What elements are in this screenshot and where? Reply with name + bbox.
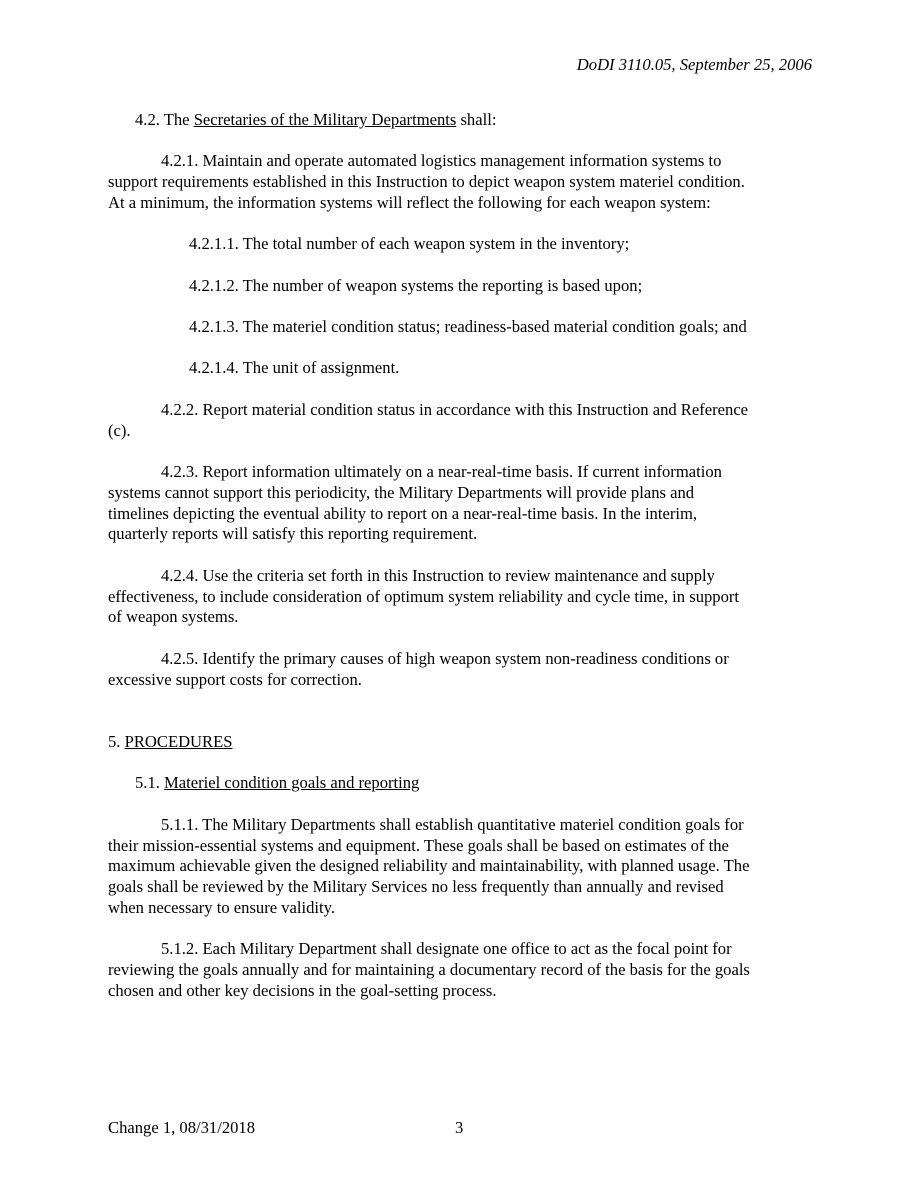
paragraph-line: 4.2.4. Use the criteria set forth in this Instruction to review maintenance and supply xyxy=(161,566,715,585)
document-reference: DoDI 3110.05, September 25, 2006 xyxy=(576,55,812,74)
paragraph-line: goals shall be reviewed by the Military Services no less frequently than annually and revised xyxy=(108,877,724,896)
list-item: 4.2.1.2. The number of weapon systems the reporting is based upon; xyxy=(189,276,643,295)
paragraph-line: when necessary to ensure validity. xyxy=(108,898,336,917)
paragraph-line: support requirements established in this Instruction to depict weapon system materiel condition. xyxy=(108,172,745,191)
subsection-title: Materiel condition goals and reporting xyxy=(164,773,420,792)
paragraph-line: 4.2.3. Report information ultimately on a near-real-time basis. If current information xyxy=(161,462,722,481)
list-item: 4.2.1.1. The total number of each weapon system in the inventory; xyxy=(189,234,630,253)
paragraph-line: maximum achievable given the designed reliability and maintainability, with planned usage. The xyxy=(108,856,750,875)
paragraph-line: 4.2.1. Maintain and operate automated logistics management information systems to xyxy=(161,151,722,170)
section-tail: shall: xyxy=(456,110,497,129)
paragraph-line: (c). xyxy=(108,421,131,440)
section-4-2-heading xyxy=(135,110,496,130)
paragraph-line: 4.2.5. Identify the primary causes of high weapon system non-readiness conditions or xyxy=(161,649,729,668)
section-5-1-heading xyxy=(135,773,419,793)
paragraph-line: of weapon systems. xyxy=(108,607,239,626)
section-number: 5.1. xyxy=(135,773,165,792)
paragraph-line: chosen and other key decisions in the goal-setting process. xyxy=(108,981,497,1000)
secretaries-link-text: Secretaries of the Military Departments xyxy=(193,110,457,129)
procedures-title: PROCEDURES xyxy=(124,732,233,751)
paragraph-line: effectiveness, to include consideration of optimum system reliability and cycle time, in support xyxy=(108,587,740,606)
paragraph-line: their mission-essential systems and equipment. These goals shall be based on estimates of the xyxy=(108,836,729,855)
paragraph-line: At a minimum, the information systems will reflect the following for each weapon system: xyxy=(108,193,711,212)
paragraph-line: quarterly reports will satisfy this reporting requirement. xyxy=(108,524,478,543)
list-item: 4.2.1.4. The unit of assignment. xyxy=(189,358,400,377)
paragraph-line: excessive support costs for correction. xyxy=(108,670,362,689)
paragraph-line: 4.2.2. Report material condition status in accordance with this Instruction and Reference xyxy=(161,400,749,419)
section-number: 5. xyxy=(108,732,125,751)
paragraph-line: timelines depicting the eventual ability to report on a near-real-time basis. In the interim, xyxy=(108,504,698,523)
paragraph-line: 5.1.2. Each Military Department shall designate one office to act as the focal point for xyxy=(161,939,732,958)
change-notice: Change 1, 08/31/2018 xyxy=(108,1118,256,1137)
section-5-heading xyxy=(108,732,232,752)
section-number: 4.2. The xyxy=(135,110,194,129)
paragraph-line: systems cannot support this periodicity, the Military Departments will provide plans and xyxy=(108,483,695,502)
paragraph-line: reviewing the goals annually and for maintaining a documentary record of the basis for the goals xyxy=(108,960,750,979)
list-item: 4.2.1.3. The materiel condition status; readiness-based material condition goals; and xyxy=(189,317,747,336)
page-number: 3 xyxy=(455,1118,464,1137)
paragraph-line: 5.1.1. The Military Departments shall establish quantitative materiel condition goals for xyxy=(161,815,744,834)
